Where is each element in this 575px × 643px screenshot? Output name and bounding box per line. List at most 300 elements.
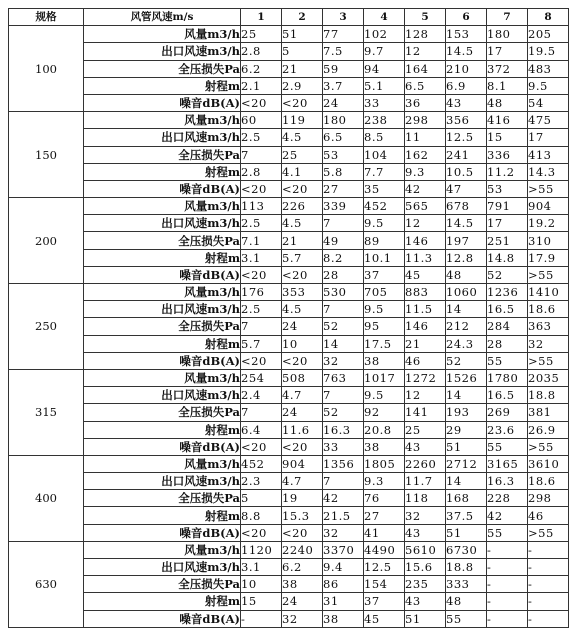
value-cell: 24 <box>282 593 323 610</box>
value-cell: <20 <box>282 524 323 541</box>
value-cell: 89 <box>364 232 405 249</box>
value-cell: 95 <box>364 318 405 335</box>
value-cell: 9.7 <box>364 43 405 60</box>
value-cell: 241 <box>446 146 487 163</box>
value-cell: 17 <box>528 129 569 146</box>
value-cell: - <box>528 559 569 576</box>
value-cell: <20 <box>282 352 323 369</box>
value-cell: 14 <box>446 387 487 404</box>
value-cell: - <box>487 559 528 576</box>
value-cell: 508 <box>282 369 323 386</box>
value-cell: <20 <box>241 524 282 541</box>
spec-size-cell: 630 <box>9 541 84 627</box>
parameter-label: 出口风速m3/h <box>84 301 241 318</box>
value-cell: - <box>528 610 569 627</box>
value-cell: 339 <box>323 198 364 215</box>
value-cell: 1805 <box>364 455 405 472</box>
value-cell: 28 <box>487 335 528 352</box>
value-cell: 27 <box>364 507 405 524</box>
value-cell: 25 <box>405 421 446 438</box>
value-cell: 310 <box>528 232 569 249</box>
value-cell: 38 <box>282 576 323 593</box>
value-cell: 21 <box>405 335 446 352</box>
header-row <box>9 9 569 26</box>
value-cell: 3.7 <box>323 77 364 94</box>
value-cell: 7 <box>323 387 364 404</box>
parameter-label: 射程m <box>84 335 241 352</box>
value-cell: 49 <box>323 232 364 249</box>
value-cell: 12 <box>405 43 446 60</box>
value-cell: 28 <box>323 266 364 283</box>
value-cell: 14 <box>446 301 487 318</box>
table-row <box>9 26 569 43</box>
value-cell: 43 <box>446 94 487 111</box>
table-row <box>9 404 569 421</box>
value-cell: 7 <box>241 404 282 421</box>
value-cell: 14 <box>323 335 364 352</box>
value-cell: 18.8 <box>528 387 569 404</box>
value-cell: - <box>487 576 528 593</box>
table-row <box>9 215 569 232</box>
table-row <box>9 576 569 593</box>
value-cell: 1120 <box>241 541 282 558</box>
table-row <box>9 232 569 249</box>
value-cell: 24 <box>282 404 323 421</box>
value-cell: 212 <box>446 318 487 335</box>
value-cell: 180 <box>323 112 364 129</box>
table-row <box>9 352 569 369</box>
table-row <box>9 369 569 386</box>
value-cell: 38 <box>364 438 405 455</box>
value-cell: 47 <box>446 180 487 197</box>
value-cell: 4.1 <box>282 163 323 180</box>
table-body <box>9 26 569 628</box>
value-cell: 180 <box>487 26 528 43</box>
value-cell: 11.2 <box>487 163 528 180</box>
parameter-label: 噪音dB(A) <box>84 266 241 283</box>
value-cell: 23.6 <box>487 421 528 438</box>
table-row <box>9 335 569 352</box>
value-cell: 226 <box>282 198 323 215</box>
value-cell: 475 <box>528 112 569 129</box>
value-cell: 7.1 <box>241 232 282 249</box>
value-cell: 15.6 <box>405 559 446 576</box>
value-cell: 14.3 <box>528 163 569 180</box>
value-cell: 17 <box>487 215 528 232</box>
table-row <box>9 163 569 180</box>
value-cell: 153 <box>446 26 487 43</box>
speed-column-header: 2 <box>282 9 323 26</box>
value-cell: 32 <box>323 352 364 369</box>
table-row <box>9 60 569 77</box>
value-cell: <20 <box>282 94 323 111</box>
value-cell: <20 <box>282 438 323 455</box>
value-cell: 26.9 <box>528 421 569 438</box>
value-cell: 333 <box>446 576 487 593</box>
parameter-label: 风量m3/h <box>84 284 241 301</box>
value-cell: 7 <box>323 215 364 232</box>
value-cell: 11.7 <box>405 473 446 490</box>
value-cell: 16.5 <box>487 387 528 404</box>
value-cell: 10.1 <box>364 249 405 266</box>
value-cell: - <box>528 576 569 593</box>
spec-size-cell: 100 <box>9 26 84 112</box>
value-cell: 353 <box>282 284 323 301</box>
value-cell: 3370 <box>323 541 364 558</box>
parameter-label: 射程m <box>84 163 241 180</box>
table-row <box>9 387 569 404</box>
value-cell: 24.3 <box>446 335 487 352</box>
value-cell: <20 <box>241 94 282 111</box>
value-cell: 381 <box>528 404 569 421</box>
parameter-label: 噪音dB(A) <box>84 438 241 455</box>
value-cell: 7 <box>323 473 364 490</box>
value-cell: 2.4 <box>241 387 282 404</box>
value-cell: 235 <box>405 576 446 593</box>
value-cell: 284 <box>487 318 528 335</box>
value-cell: 416 <box>487 112 528 129</box>
value-cell: 21.5 <box>323 507 364 524</box>
value-cell: >55 <box>528 438 569 455</box>
value-cell: 2712 <box>446 455 487 472</box>
value-cell: 32 <box>528 335 569 352</box>
value-cell: 55 <box>487 352 528 369</box>
value-cell: 1236 <box>487 284 528 301</box>
table-row <box>9 94 569 111</box>
table-row <box>9 198 569 215</box>
value-cell: 38 <box>364 352 405 369</box>
value-cell: >55 <box>528 180 569 197</box>
value-cell: 15.3 <box>282 507 323 524</box>
table-row <box>9 610 569 627</box>
value-cell: 53 <box>323 146 364 163</box>
parameter-label: 出口风速m3/h <box>84 473 241 490</box>
value-cell: 12.5 <box>446 129 487 146</box>
value-cell: 7 <box>241 146 282 163</box>
value-cell: 76 <box>364 490 405 507</box>
value-cell: 37.5 <box>446 507 487 524</box>
parameter-label: 射程m <box>84 507 241 524</box>
value-cell: 2035 <box>528 369 569 386</box>
table-row <box>9 593 569 610</box>
value-cell: 45 <box>364 610 405 627</box>
value-cell: 94 <box>364 60 405 77</box>
value-cell: 52 <box>487 266 528 283</box>
value-cell: 1410 <box>528 284 569 301</box>
value-cell: 52 <box>323 318 364 335</box>
table-row <box>9 490 569 507</box>
value-cell: 12 <box>405 215 446 232</box>
value-cell: 19.5 <box>528 43 569 60</box>
value-cell: 9.5 <box>364 387 405 404</box>
value-cell: - <box>528 541 569 558</box>
value-cell: <20 <box>241 352 282 369</box>
value-cell: 269 <box>487 404 528 421</box>
parameter-label: 全压损失Pa <box>84 404 241 421</box>
table-row <box>9 455 569 472</box>
value-cell: 51 <box>282 26 323 43</box>
value-cell: 45 <box>405 266 446 283</box>
value-cell: 154 <box>364 576 405 593</box>
value-cell: 565 <box>405 198 446 215</box>
value-cell: 104 <box>364 146 405 163</box>
speed-column-header: 5 <box>405 9 446 26</box>
value-cell: 118 <box>405 490 446 507</box>
value-cell: 33 <box>364 94 405 111</box>
parameter-label: 全压损失Pa <box>84 490 241 507</box>
parameter-label: 风量m3/h <box>84 369 241 386</box>
value-cell: 8.5 <box>364 129 405 146</box>
value-cell: 7 <box>241 318 282 335</box>
value-cell: - <box>487 541 528 558</box>
value-cell: 4.5 <box>282 301 323 318</box>
value-cell: 15 <box>241 593 282 610</box>
value-cell: 24 <box>323 94 364 111</box>
table-row <box>9 43 569 60</box>
value-cell: 356 <box>446 112 487 129</box>
value-cell: 1017 <box>364 369 405 386</box>
value-cell: 43 <box>405 438 446 455</box>
value-cell: 210 <box>446 60 487 77</box>
spec-size-cell: 400 <box>9 455 84 541</box>
value-cell: 3165 <box>487 455 528 472</box>
speed-column-header: 4 <box>364 9 405 26</box>
value-cell: 59 <box>323 60 364 77</box>
speed-column-header: 7 <box>487 9 528 26</box>
value-cell: 2.5 <box>241 215 282 232</box>
value-cell: 33 <box>323 438 364 455</box>
value-cell: 2.9 <box>282 77 323 94</box>
value-cell: 11 <box>405 129 446 146</box>
value-cell: 4.5 <box>282 129 323 146</box>
parameter-label: 出口风速m3/h <box>84 559 241 576</box>
value-cell: 53 <box>487 180 528 197</box>
speed-column-header: 8 <box>528 9 569 26</box>
value-cell: 48 <box>487 94 528 111</box>
value-cell: 238 <box>364 112 405 129</box>
value-cell: 38 <box>323 610 364 627</box>
value-cell: 25 <box>241 26 282 43</box>
table-row <box>9 507 569 524</box>
table-row <box>9 112 569 129</box>
value-cell: 6.9 <box>446 77 487 94</box>
value-cell: 9.5 <box>364 215 405 232</box>
value-cell: 678 <box>446 198 487 215</box>
value-cell: 36 <box>405 94 446 111</box>
parameter-label: 出口风速m3/h <box>84 215 241 232</box>
parameter-label: 全压损失Pa <box>84 576 241 593</box>
value-cell: - <box>487 593 528 610</box>
value-cell: 52 <box>323 404 364 421</box>
value-cell: 19 <box>282 490 323 507</box>
speed-column-header: 6 <box>446 9 487 26</box>
value-cell: 55 <box>487 438 528 455</box>
table-row <box>9 249 569 266</box>
value-cell: 5.1 <box>364 77 405 94</box>
value-cell: 128 <box>405 26 446 43</box>
value-cell: 10 <box>282 335 323 352</box>
value-cell: 19.2 <box>528 215 569 232</box>
value-cell: >55 <box>528 524 569 541</box>
value-cell: 5.7 <box>241 335 282 352</box>
value-cell: 16.5 <box>487 301 528 318</box>
value-cell: 146 <box>405 318 446 335</box>
value-cell: 17.5 <box>364 335 405 352</box>
value-cell: 11.3 <box>405 249 446 266</box>
value-cell: 413 <box>528 146 569 163</box>
value-cell: 705 <box>364 284 405 301</box>
value-cell: 452 <box>241 455 282 472</box>
value-cell: 2.8 <box>241 163 282 180</box>
value-cell: 205 <box>528 26 569 43</box>
value-cell: <20 <box>241 266 282 283</box>
value-cell: 14.5 <box>446 215 487 232</box>
parameter-label: 风量m3/h <box>84 541 241 558</box>
value-cell: 51 <box>446 524 487 541</box>
value-cell: 9.5 <box>364 301 405 318</box>
value-cell: 6.5 <box>323 129 364 146</box>
value-cell: 3610 <box>528 455 569 472</box>
value-cell: 1060 <box>446 284 487 301</box>
value-cell: 336 <box>487 146 528 163</box>
parameter-label: 噪音dB(A) <box>84 94 241 111</box>
value-cell: 1272 <box>405 369 446 386</box>
table-row <box>9 266 569 283</box>
value-cell: 27 <box>323 180 364 197</box>
value-cell: 17 <box>487 43 528 60</box>
value-cell: 60 <box>241 112 282 129</box>
parameter-label: 噪音dB(A) <box>84 524 241 541</box>
parameter-label: 噪音dB(A) <box>84 352 241 369</box>
value-cell: 10.5 <box>446 163 487 180</box>
value-cell: 168 <box>446 490 487 507</box>
value-cell: 6.4 <box>241 421 282 438</box>
value-cell: 52 <box>446 352 487 369</box>
table-row <box>9 421 569 438</box>
value-cell: 2.1 <box>241 77 282 94</box>
value-cell: 5.7 <box>282 249 323 266</box>
value-cell: 92 <box>364 404 405 421</box>
value-cell: 483 <box>528 60 569 77</box>
value-cell: - <box>241 610 282 627</box>
value-cell: 452 <box>364 198 405 215</box>
value-cell: 228 <box>487 490 528 507</box>
value-cell: 17.9 <box>528 249 569 266</box>
spec-size-cell: 150 <box>9 112 84 198</box>
value-cell: 2.3 <box>241 473 282 490</box>
value-cell: 18.6 <box>528 301 569 318</box>
value-cell: 530 <box>323 284 364 301</box>
value-cell: 48 <box>446 593 487 610</box>
table-row <box>9 129 569 146</box>
value-cell: 1780 <box>487 369 528 386</box>
value-cell: 197 <box>446 232 487 249</box>
value-cell: 2260 <box>405 455 446 472</box>
value-cell: 1356 <box>323 455 364 472</box>
value-cell: <20 <box>241 180 282 197</box>
value-cell: 18.8 <box>446 559 487 576</box>
spec-size-cell: 250 <box>9 284 84 370</box>
value-cell: 5.8 <box>323 163 364 180</box>
parameter-label: 风量m3/h <box>84 198 241 215</box>
value-cell: <20 <box>282 180 323 197</box>
value-cell: 5 <box>282 43 323 60</box>
parameter-label: 风量m3/h <box>84 455 241 472</box>
value-cell: 12.5 <box>364 559 405 576</box>
value-cell: 763 <box>323 369 364 386</box>
value-cell: 298 <box>528 490 569 507</box>
value-cell: 102 <box>364 26 405 43</box>
value-cell: 11.6 <box>282 421 323 438</box>
value-cell: - <box>487 610 528 627</box>
parameter-label: 出口风速m3/h <box>84 43 241 60</box>
value-cell: 11.5 <box>405 301 446 318</box>
value-cell: 4.7 <box>282 387 323 404</box>
value-cell: 48 <box>446 266 487 283</box>
value-cell: 18.6 <box>528 473 569 490</box>
value-cell: 6730 <box>446 541 487 558</box>
table-row <box>9 524 569 541</box>
value-cell: 14 <box>446 473 487 490</box>
airflow-spec-table <box>8 8 569 628</box>
value-cell: 55 <box>487 524 528 541</box>
table-row <box>9 301 569 318</box>
value-cell: 32 <box>405 507 446 524</box>
value-cell: 42 <box>487 507 528 524</box>
value-cell: 42 <box>405 180 446 197</box>
value-cell: <20 <box>282 266 323 283</box>
table-row <box>9 318 569 335</box>
value-cell: 3.1 <box>241 249 282 266</box>
value-cell: 21 <box>282 60 323 77</box>
table-row <box>9 284 569 301</box>
value-cell: 46 <box>528 507 569 524</box>
value-cell: 298 <box>405 112 446 129</box>
value-cell: 8.1 <box>487 77 528 94</box>
value-cell: 16.3 <box>487 473 528 490</box>
param-column-header: 风管风速m/s <box>84 9 241 26</box>
value-cell: 7.7 <box>364 163 405 180</box>
speed-column-header: 1 <box>241 9 282 26</box>
value-cell: 141 <box>405 404 446 421</box>
value-cell: 162 <box>405 146 446 163</box>
speed-column-header: 3 <box>323 9 364 26</box>
value-cell: 2.5 <box>241 301 282 318</box>
value-cell: 6.2 <box>241 60 282 77</box>
parameter-label: 风量m3/h <box>84 26 241 43</box>
value-cell: 20.8 <box>364 421 405 438</box>
value-cell: 35 <box>364 180 405 197</box>
value-cell: 4490 <box>364 541 405 558</box>
value-cell: <20 <box>241 438 282 455</box>
value-cell: 3.1 <box>241 559 282 576</box>
value-cell: 29 <box>446 421 487 438</box>
parameter-label: 射程m <box>84 77 241 94</box>
value-cell: 46 <box>405 352 446 369</box>
parameter-label: 全压损失Pa <box>84 146 241 163</box>
value-cell: >55 <box>528 352 569 369</box>
table-row <box>9 77 569 94</box>
value-cell: 119 <box>282 112 323 129</box>
value-cell: 51 <box>405 610 446 627</box>
value-cell: 54 <box>528 94 569 111</box>
value-cell: 2.5 <box>241 129 282 146</box>
value-cell: 9.3 <box>364 473 405 490</box>
parameter-label: 出口风速m3/h <box>84 387 241 404</box>
value-cell: 14.8 <box>487 249 528 266</box>
value-cell: 164 <box>405 60 446 77</box>
spec-size-cell: 315 <box>9 369 84 455</box>
